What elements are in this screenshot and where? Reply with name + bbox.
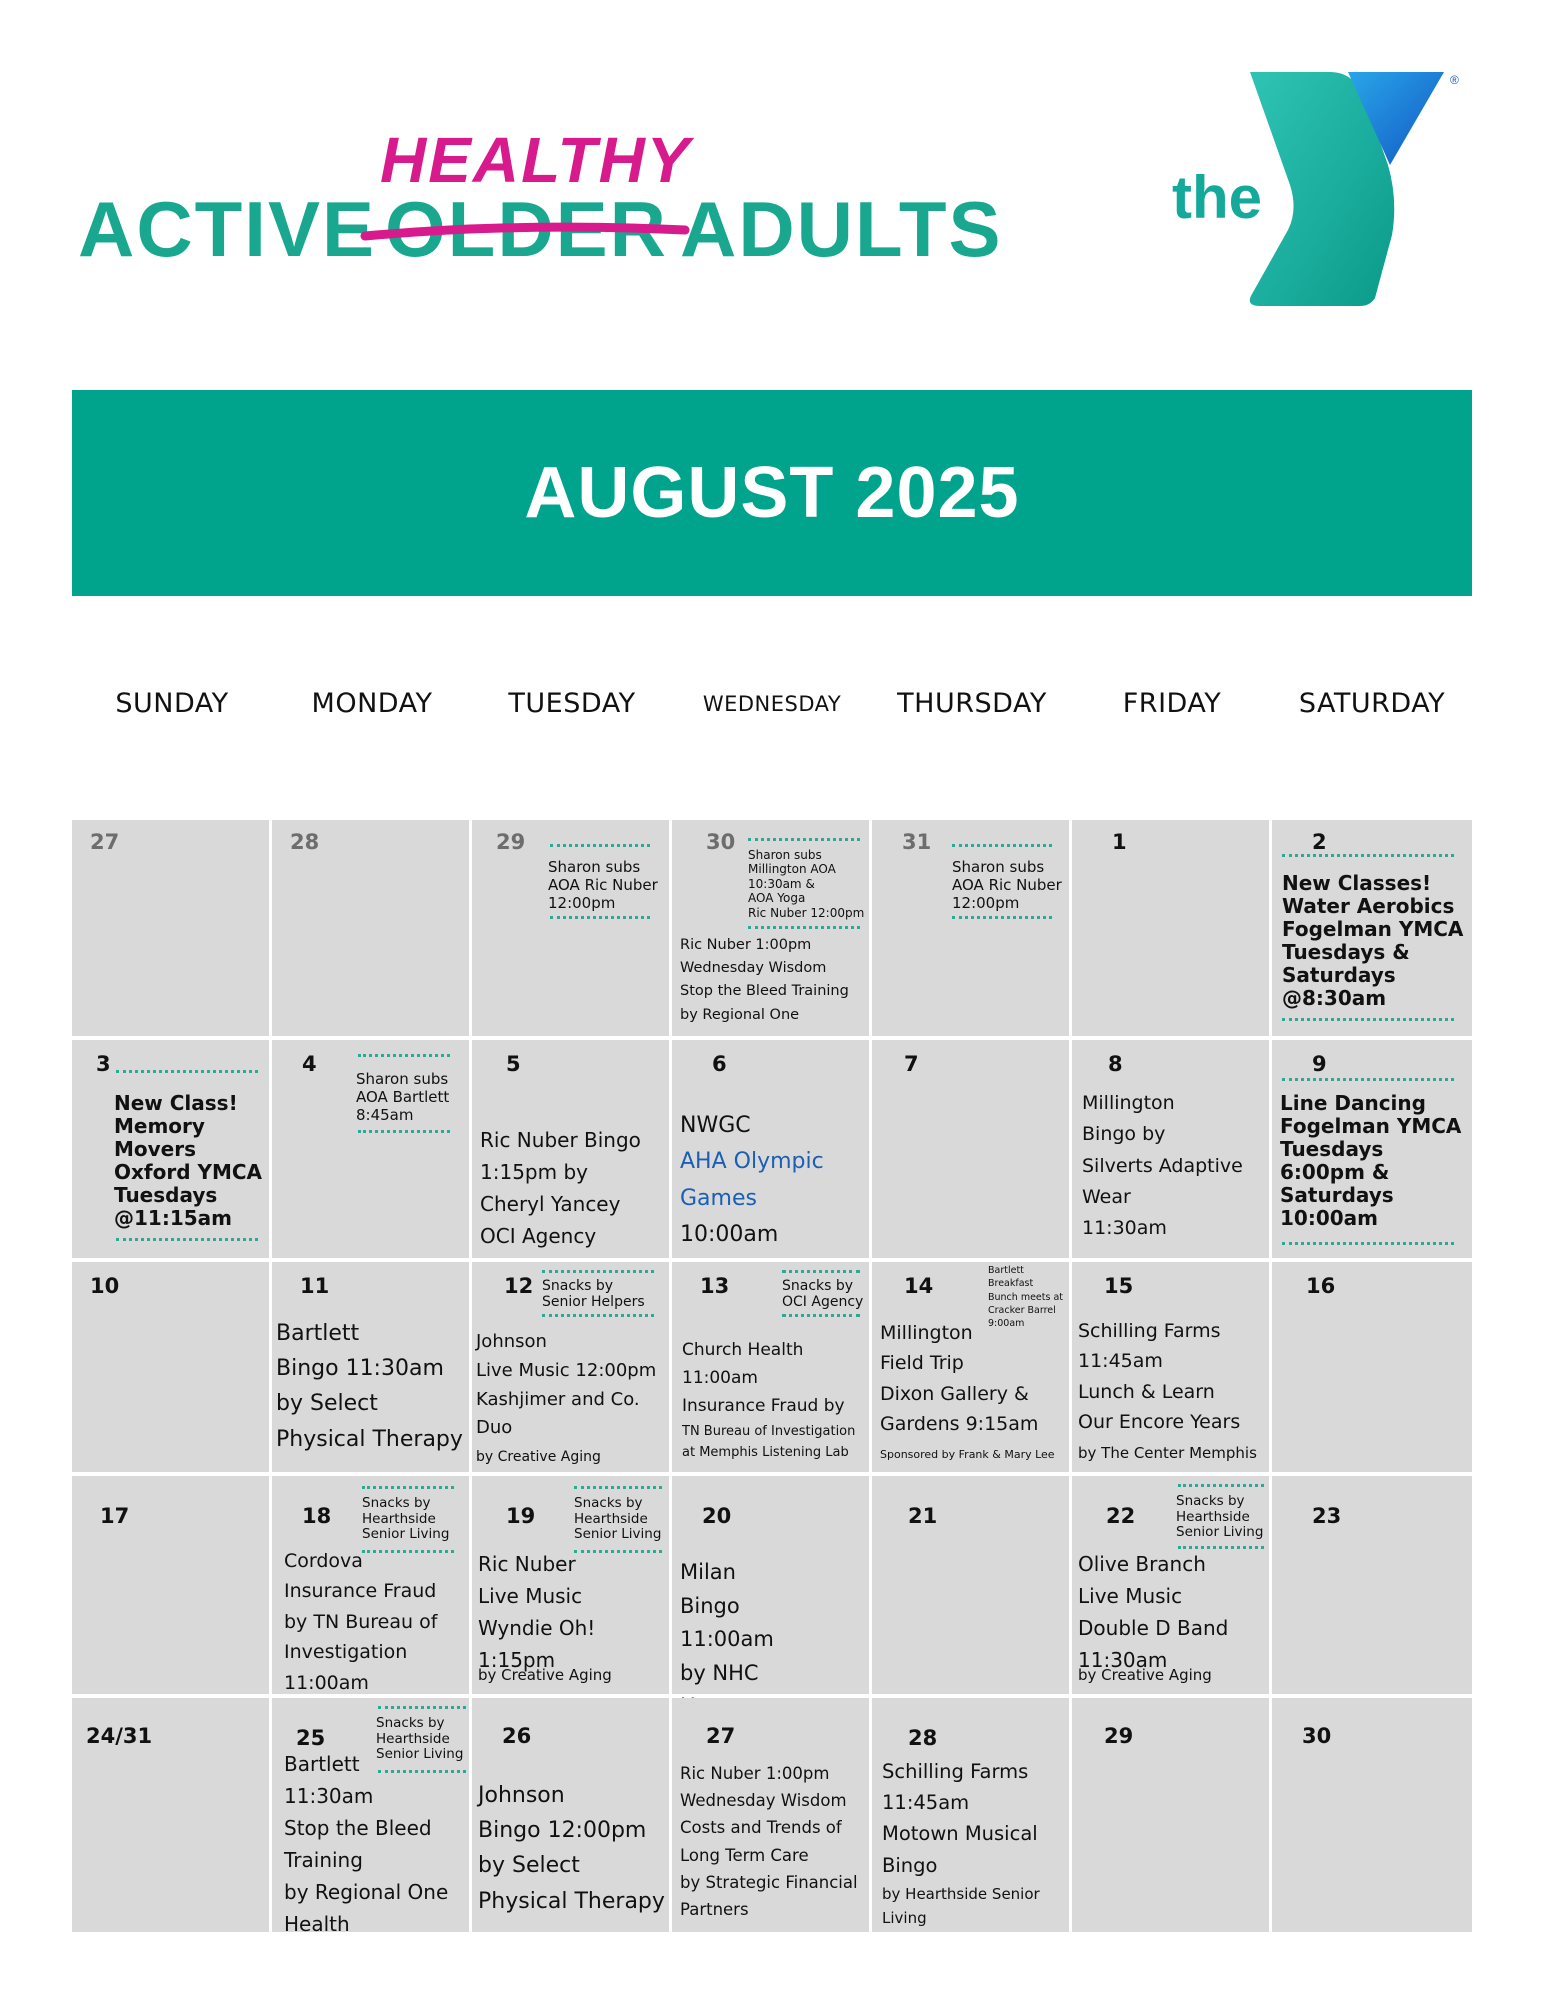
day-cell [472,1698,669,1932]
note-divider [748,926,860,929]
weekday-monday: MONDAY [311,688,433,719]
weekday-wednesday: WEDNESDAY [702,692,842,716]
logo-older: OLDER [385,185,668,273]
sub-note: Sharon subs Millington AOA 10:30am & AOA Yoga Ric Nuber 12:00pm [748,848,865,920]
event-text: NWGC AHA Olympic Games 10:00am [680,1113,824,1247]
aha-olympic-link-2[interactable]: Games [680,1185,757,1211]
day-number: 30 [706,830,736,854]
note-divider [116,1070,258,1073]
day-number: 6 [712,1052,727,1076]
day-cell [472,1476,669,1694]
day-number: 20 [702,1504,732,1528]
sub-note: Snacks by Hearthside Senior Living [574,1495,662,1543]
note-divider [358,1054,450,1057]
logo-active: ACTIVE [78,185,377,273]
day-cell [872,820,1069,1036]
month-banner [72,390,1472,596]
sub-note: Snacks by Senior Helpers [542,1278,645,1311]
note-divider [378,1706,466,1709]
event-text: New Classes! Water Aerobics Fogelman YMCA Tuesdays & Saturdays @8:30am [1282,871,1464,1010]
day-number: 8 [1108,1052,1123,1076]
event-text: Cordova Insurance Fraud by TN Bureau of Investigation 11:00am [284,1550,438,1694]
day-number: 27 [90,830,120,854]
day-cell [472,1040,669,1258]
sponsor-text: by The Center Memphis [1078,1444,1257,1462]
event-text: Bartlett Bingo 11:30am by Select Physical Therapy [276,1321,463,1452]
sponsor-text: by Creative Aging [478,1666,612,1684]
day-number: 30 [1302,1724,1332,1748]
day-number: 16 [1306,1274,1336,1298]
day-cell [1072,1476,1269,1694]
event-text: Millington Bingo by Silverts Adaptive Wear 11:30am [1082,1092,1243,1240]
day-cell [1072,1698,1269,1932]
note-divider [358,1130,450,1133]
sponsor-text: by Hearthside Senior Living [882,1885,1040,1927]
day-cell [1272,820,1472,1036]
note-divider [1282,1018,1454,1021]
event-text: Ric Nuber 1:00pm Wednesday Wisdom Stop the Bleed Training by Regional One [680,937,849,1023]
event-text: Ric Nuber Bingo 1:15pm by Cheryl Yancey OCI Agency [480,1128,641,1248]
note-divider [1282,854,1454,857]
day-cell [272,1262,469,1472]
event-text: Millington Field Trip Dixon Gallery & Gardens 9:15am [880,1322,1039,1436]
sub-note: Bartlett Breakfast Bunch meets at Cracker Barrel 9:00am [988,1265,1064,1330]
day-number: 29 [496,830,526,854]
event-text: Johnson Live Music 12:00pm Kashjimer and Co. Duo [476,1331,657,1439]
day-cell [72,1476,269,1694]
day-number: 4 [302,1052,317,1076]
sponsor-text: by Creative Aging [476,1449,601,1465]
aha-olympic-link[interactable]: AHA Olympic [680,1149,824,1175]
logo-healthy: HEALTHY [380,124,692,196]
note-divider [952,844,1052,847]
event-text: New Class! Memory Movers Oxford YMCA Tuesdays @11:15am [114,1091,263,1230]
day-number: 21 [908,1504,938,1528]
weekday-tuesday: TUESDAY [508,688,636,719]
day-number: 3 [96,1052,111,1076]
note-divider [574,1486,662,1489]
day-cell [672,820,869,1036]
day-number: 28 [290,830,320,854]
day-number: 18 [302,1504,332,1528]
day-number: 31 [902,830,932,854]
note-divider [116,1238,258,1241]
note-divider [782,1270,860,1273]
day-cell [472,820,669,1036]
day-cell [72,820,269,1036]
sponsor-text: by Creative Aging [1078,1666,1212,1684]
day-number: 28 [908,1726,938,1750]
day-cell [672,1262,869,1472]
registered-mark: ® [1450,73,1459,87]
weekday-header-row [72,688,1472,728]
note-divider [782,1314,860,1317]
day-cell [72,1698,269,1932]
day-cell [1072,820,1269,1036]
note-divider [550,844,650,847]
event-text: Ric Nuber 1:00pm Wednesday Wisdom Costs and Trends of Long Term Care by Strategic Financial Partners [680,1764,858,1920]
note-divider [952,916,1052,919]
sub-note: Snacks by Hearthside Senior Living [1176,1493,1264,1541]
event-text: Milan Bingo 11:00am by NHC [680,1560,774,1685]
day-cell [1272,1040,1472,1258]
day-number: 13 [700,1274,730,1298]
ymca-wordmark: YMCA [1379,227,1412,278]
day-cell [1072,1262,1269,1472]
day-number: 17 [100,1504,130,1528]
logo-adults: ADULTS [680,185,1003,273]
day-number: 25 [296,1726,326,1750]
day-number: 11 [300,1274,330,1298]
day-cell [272,1476,469,1694]
day-number: 2 [1312,830,1327,854]
sub-note: Sharon subs AOA Bartlett 8:45am [356,1070,450,1124]
day-number: 1 [1112,830,1127,854]
month-title: AUGUST 2025 [524,453,1020,533]
day-number: 19 [506,1504,536,1528]
event-text: Johnson Bingo 12:00pm by Select Physical Therapy [478,1783,665,1914]
note-divider [1282,1078,1454,1081]
day-number: 24/31 [86,1724,153,1748]
note-divider [748,838,860,841]
day-cell [672,1698,869,1932]
event-text: Church Health 11:00am Insurance Fraud by [682,1340,845,1417]
day-number: 9 [1312,1052,1327,1076]
weekday-saturday: SATURDAY [1298,688,1446,719]
day-number: 26 [502,1724,532,1748]
day-cell [872,1040,1069,1258]
event-text: Olive Branch Live Music Double D Band 11:30am [1078,1552,1229,1672]
day-number: 27 [706,1724,736,1748]
sub-note: Snacks by OCI Agency [782,1278,864,1311]
event-text: Schilling Farms 11:45am Motown Musical Bingo [882,1760,1038,1877]
day-number: 5 [506,1052,521,1076]
day-cell [1272,1476,1472,1694]
sub-note: Snacks by Hearthside Senior Living [376,1715,464,1763]
day-cell [872,1476,1069,1694]
event-text: Bartlett 11:30am Stop the Bleed Training by Regional One Health [284,1752,449,1936]
day-cell [872,1262,1069,1472]
day-cell [272,1698,469,1936]
weekday-sunday: SUNDAY [115,688,229,719]
day-number: 7 [904,1052,919,1076]
day-cell [72,1262,269,1472]
note-divider [550,916,650,919]
day-cell [1272,1698,1472,1932]
note-divider [542,1314,654,1317]
note-divider [542,1270,654,1273]
day-cell [1272,1262,1472,1472]
day-number: 14 [904,1274,934,1298]
weekday-friday: FRIDAY [1122,688,1222,719]
strikethrough-swash [360,218,690,248]
day-cell [672,1476,869,1694]
day-cell [272,1040,469,1258]
ymca-the-text: the [1172,164,1262,231]
day-cell [672,1040,869,1258]
event-text: Schilling Farms 11:45am Lunch & Learn Our Encore Years [1078,1320,1241,1434]
note-divider [1178,1484,1264,1487]
day-cell [72,1040,269,1258]
note-divider [1282,1242,1454,1245]
event-text: Line Dancing Fogelman YMCA Tuesdays 6:00pm & Saturdays 10:00am [1280,1091,1462,1230]
note-divider [362,1486,454,1489]
day-number: 12 [504,1274,534,1298]
day-cell [472,1262,669,1472]
day-number: 22 [1106,1504,1136,1528]
day-number: 15 [1104,1274,1134,1298]
sub-note: Sharon subs AOA Ric Nuber 12:00pm [952,858,1062,912]
day-cell [1072,1040,1269,1258]
day-cell [872,1698,1069,1932]
sub-note: Sharon subs AOA Ric Nuber 12:00pm [548,858,658,912]
event-text: Ric Nuber Live Music Wyndie Oh! 1:15pm [478,1552,596,1672]
day-number: 10 [90,1274,120,1298]
day-cell [272,820,469,1036]
weekday-thursday: THURSDAY [897,688,1047,719]
sponsor-text: Sponsored by Frank & Mary Lee [880,1448,1055,1461]
sponsor-text: TN Bureau of Investigation at Memphis Listening Lab [682,1424,856,1460]
sub-note: Snacks by Hearthside Senior Living [362,1495,450,1543]
day-number: 29 [1104,1724,1134,1748]
day-number: 23 [1312,1504,1342,1528]
